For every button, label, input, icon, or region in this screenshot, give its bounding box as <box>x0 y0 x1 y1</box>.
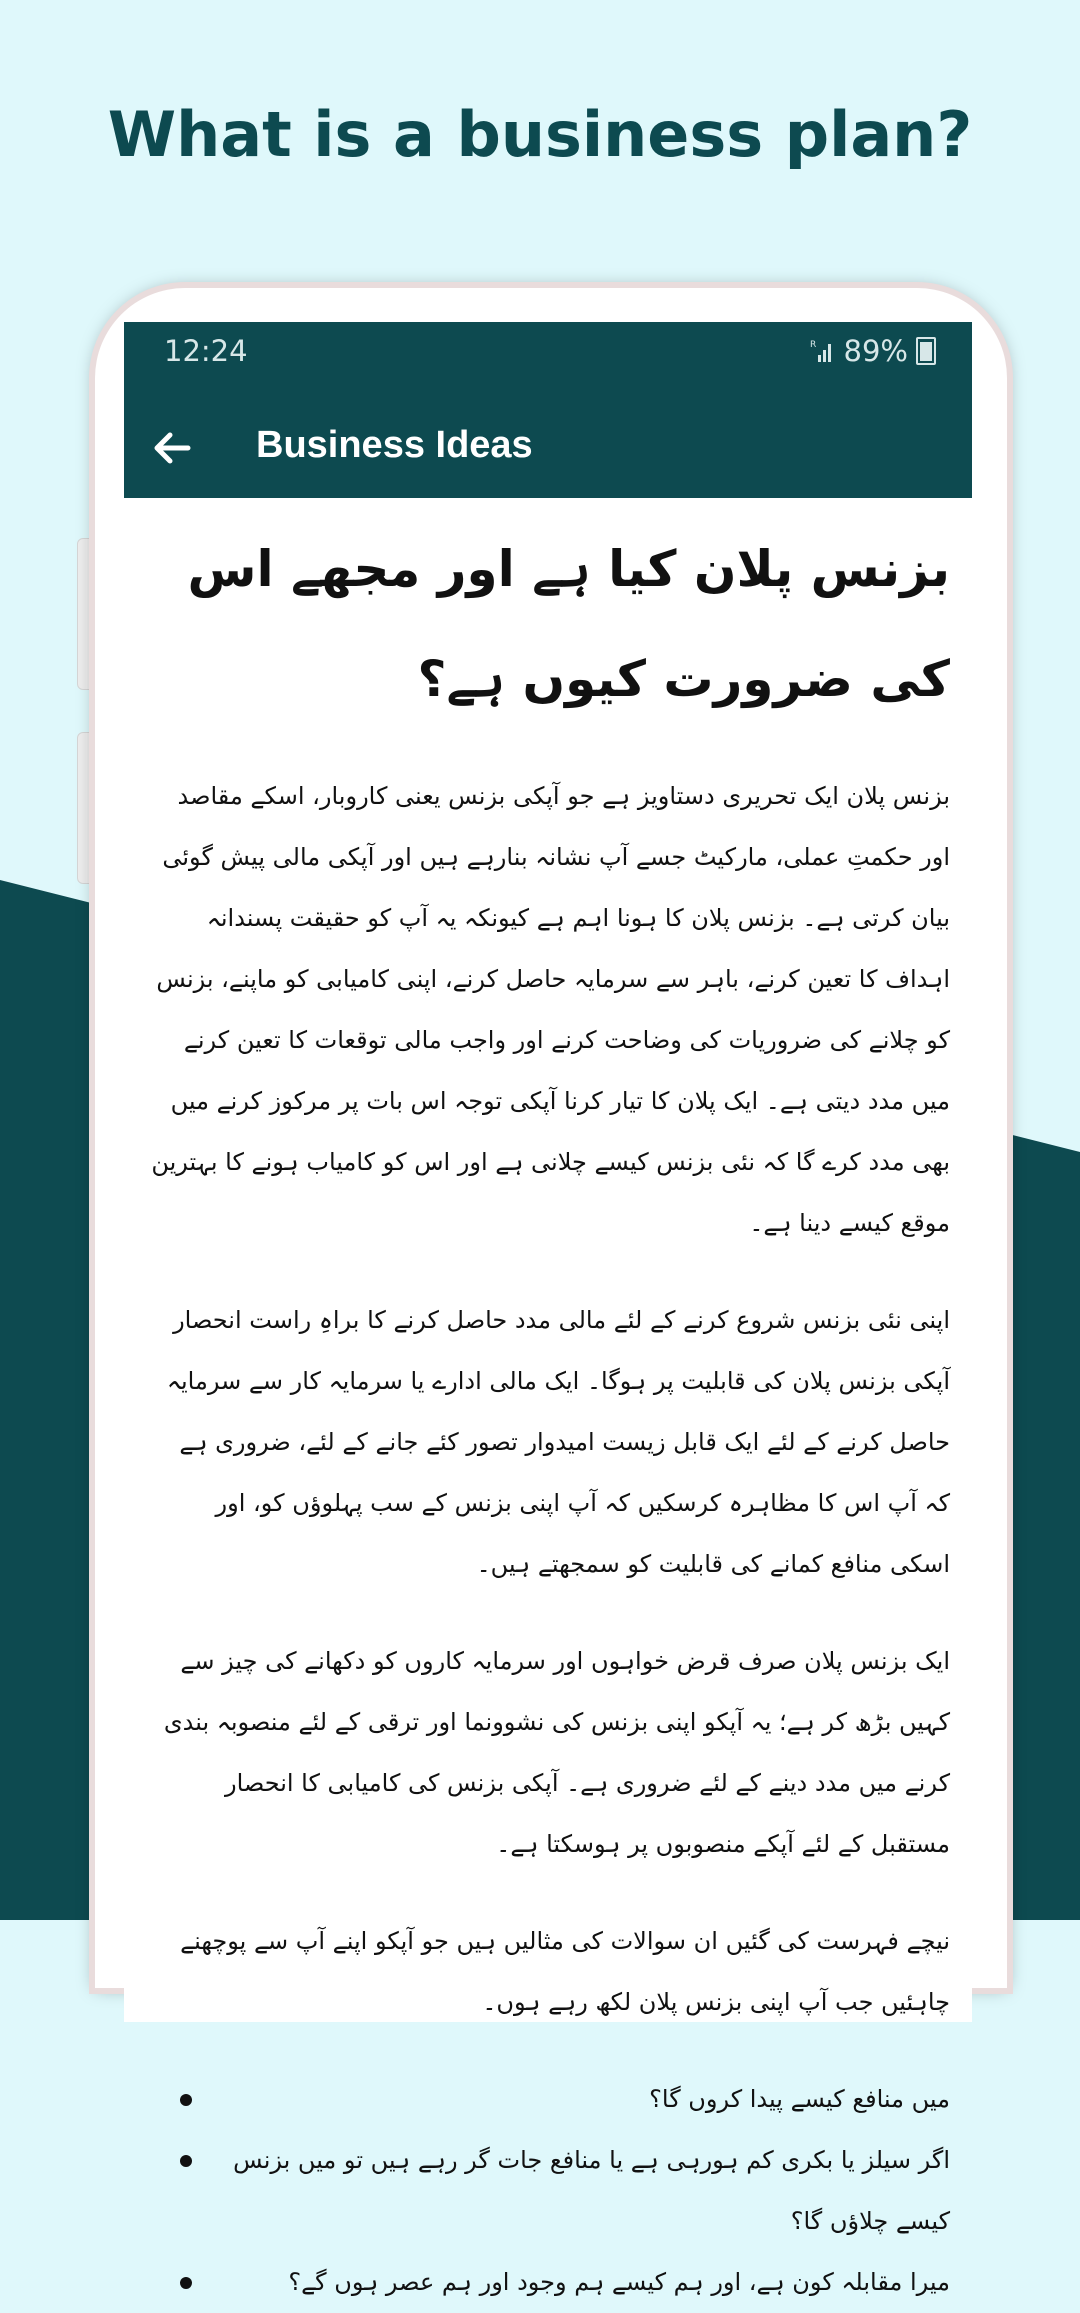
article-paragraph: اپنی نئی بزنس شروع کرنے کے لئے مالی مدد حاصل کرنے کا براہِ راست انحصار آپکی بزنس پلان کی قابلیت پر ہوگا۔ ایک مالی ادارے یا سرمایہ کار سے سرمایہ حاصل کرنے کے لئے ایک قابل زیست امیدوار تصور کئے جانے کے لئے، ضروری ہے کہ آپ اس کا مظاہرہ کرسکیں کہ آپ اپنی بزنس کے سب پہلوؤں کو، اور اسکی منافع کمانے کی قابلیت کو سمجھتے ہیں۔ <box>166 1306 950 1578</box>
bullet-dot <box>180 2155 192 2167</box>
list-item-text: اگر سیلز یا بکری کم ہورہی ہے یا منافع جات گر رہے ہیں تو میں بزنس کیسے چلاؤں گا؟ <box>233 2146 950 2235</box>
status-time: 12:24 <box>164 334 248 368</box>
svg-text:R: R <box>809 340 816 350</box>
list-item-text: میرا مقابلہ کون ہے، اور ہم کیسے ہم وجود اور ہم عصر ہوں گے؟ <box>288 2268 950 2296</box>
app-bar-title: Business Ideas <box>256 424 533 466</box>
phone-frame <box>95 288 1007 2296</box>
list-item <box>150 2130 950 2252</box>
status-bar <box>124 322 972 398</box>
bullet-dot <box>180 2277 192 2289</box>
article-paragraph: ایک بزنس پلان صرف قرض خواہوں اور سرمایہ کاروں کو دکھانے کی چیز سے کہیں بڑھ کر ہے؛ یہ آپکو اپنی بزنس کی نشوونما اور ترقی کے لئے منصوبہ بندی کرنے میں مدد دینے کے لئے ضروری ہے۔ آپکی بزنس کی کامیابی کا انحصار مستقبل کے لئے آپکے منصوبوں پر ہوسکتا ہے۔ <box>163 1647 950 1858</box>
bullet-dot <box>180 2094 192 2106</box>
promo-title: What is a business plan? <box>107 98 973 171</box>
phone-side-button <box>77 538 97 690</box>
back-arrow-icon[interactable] <box>148 424 196 472</box>
status-indicators <box>810 334 936 368</box>
battery-percent: 89% <box>843 334 908 368</box>
article-content <box>124 498 972 2313</box>
article-paragraph: بزنس پلان ایک تحریری دستاویز ہے جو آپکی بزنس یعنی کاروبار، اسکے مقاصد اور حکمتِ عملی، مارکیٹ جسے آپ نشانہ بنارہے ہیں اور آپکی مالی پیش گوئی بیان کرتی ہے۔ بزنس پلان کا ہونا اہم ہے کیونکہ یہ آپ کو حقیقت پسندانہ اہداف کا تعین کرنے، باہر سے سرمایہ حاصل کرنے، اپنی کامیابی کو ماپنے، بزنس کو چلانے کی ضروریات کی وضاحت کرنے اور واجب مالی توقعات کا تعین کرنے میں مدد دیتی ہے۔ ایک پلان کا تیار کرنا آپکی توجہ اس بات پر مرکوز کرنے میں بھی مدد کرے گا کہ نئی بزنس کیسے چلانی ہے اور اس کو کامیاب ہونے کا بہترین موقع کیسے دینا ہے۔ <box>151 782 950 1237</box>
app-bar <box>124 398 972 498</box>
phone-screen <box>124 322 972 2296</box>
phone-side-button <box>77 732 97 884</box>
battery-icon <box>916 337 936 365</box>
article-heading: بزنس پلان کیا ہے اور مجھے اس کی ضرورت کیوں ہے؟ <box>187 540 950 708</box>
article-paragraph: نیچے فہرست کی گئیں ان سوالات کی مثالیں ہیں جو آپکو اپنے آپ سے پوچھنے چاہئیں جب آپ اپنی بزنس پلان لکھ رہے ہوں۔ <box>180 1927 950 2016</box>
list-item-text: میں منافع کیسے پیدا کروں گا؟ <box>649 2085 950 2113</box>
list-item <box>150 2069 950 2130</box>
question-list <box>150 2069 950 2313</box>
signal-icon <box>810 338 836 364</box>
list-item <box>150 2252 950 2313</box>
